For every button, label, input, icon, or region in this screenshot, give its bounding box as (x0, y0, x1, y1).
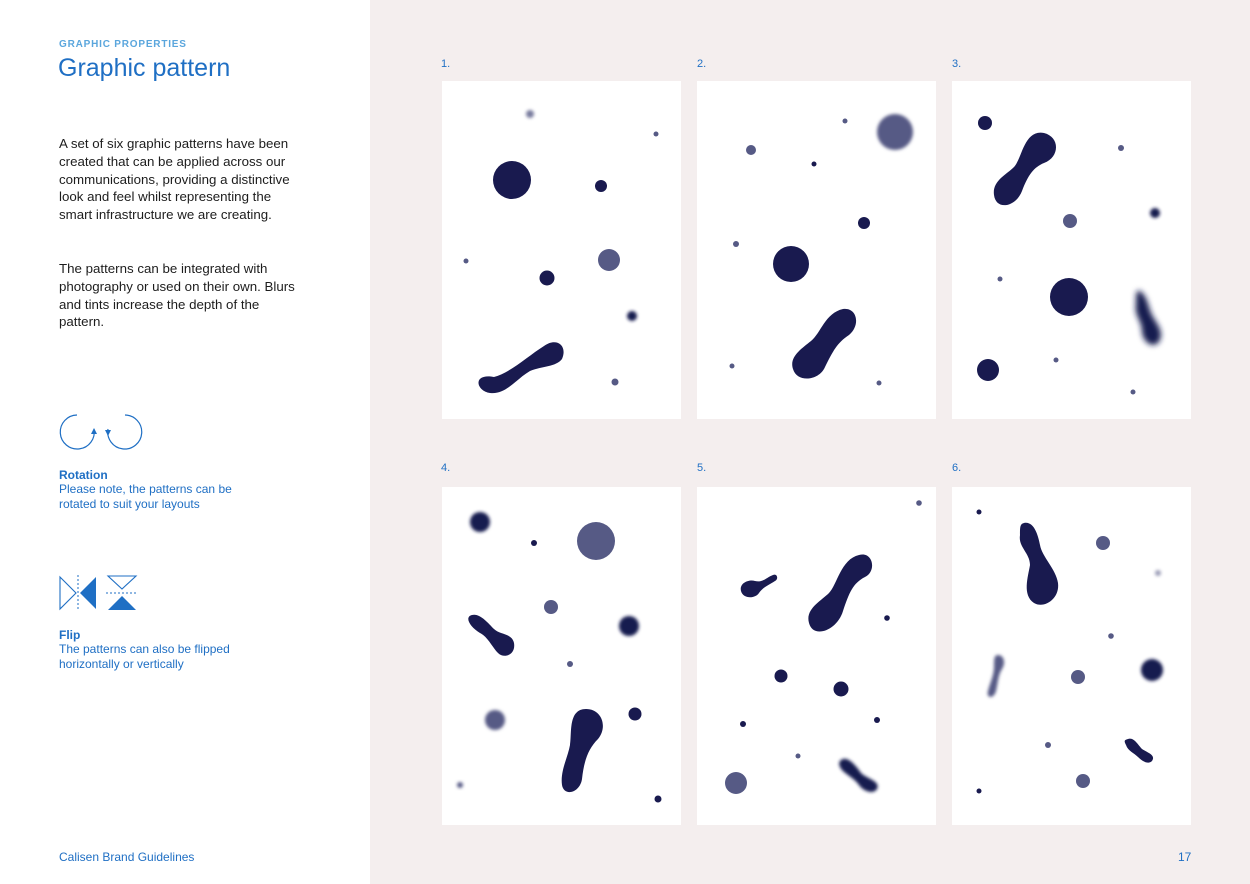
footer-brand: Calisen Brand Guidelines (59, 850, 195, 864)
rotation-icon (58, 413, 148, 458)
detail-paragraph: The patterns can be integrated with photography or used on their own. Blurs and tints increase the depth of the pattern. (59, 261, 295, 330)
flip-icon (58, 574, 142, 617)
pattern-6 (952, 487, 1191, 825)
page-title: Graphic pattern (58, 54, 231, 82)
pattern-2-label: 2. (697, 58, 707, 70)
pattern-4 (442, 487, 681, 825)
flip-title: Flip (59, 628, 81, 642)
intro-paragraph: A set of six graphic patterns have been created that can be applied across our communications, providing a distinctive look and feel whilst representing the smart infrastructure we are creating. (59, 136, 290, 223)
pattern-5-label: 5. (697, 462, 707, 474)
rotation-text: Please note, the patterns can be rotated to suit your layouts (59, 482, 232, 511)
pattern-6-label: 6. (952, 462, 962, 474)
pattern-1 (442, 81, 681, 419)
page-number: 17 (1178, 850, 1192, 864)
rotation-title: Rotation (59, 468, 108, 482)
pattern-2 (697, 81, 936, 419)
pattern-1-label: 1. (441, 58, 451, 70)
section-eyebrow: GRAPHIC PROPERTIES (59, 39, 187, 50)
left-column (0, 0, 370, 884)
pattern-3-label: 3. (952, 58, 962, 70)
flip-text: The patterns can also be flipped horizontally or vertically (59, 642, 230, 671)
pattern-4-label: 4. (441, 462, 451, 474)
pattern-3 (952, 81, 1191, 419)
pattern-5 (697, 487, 936, 825)
